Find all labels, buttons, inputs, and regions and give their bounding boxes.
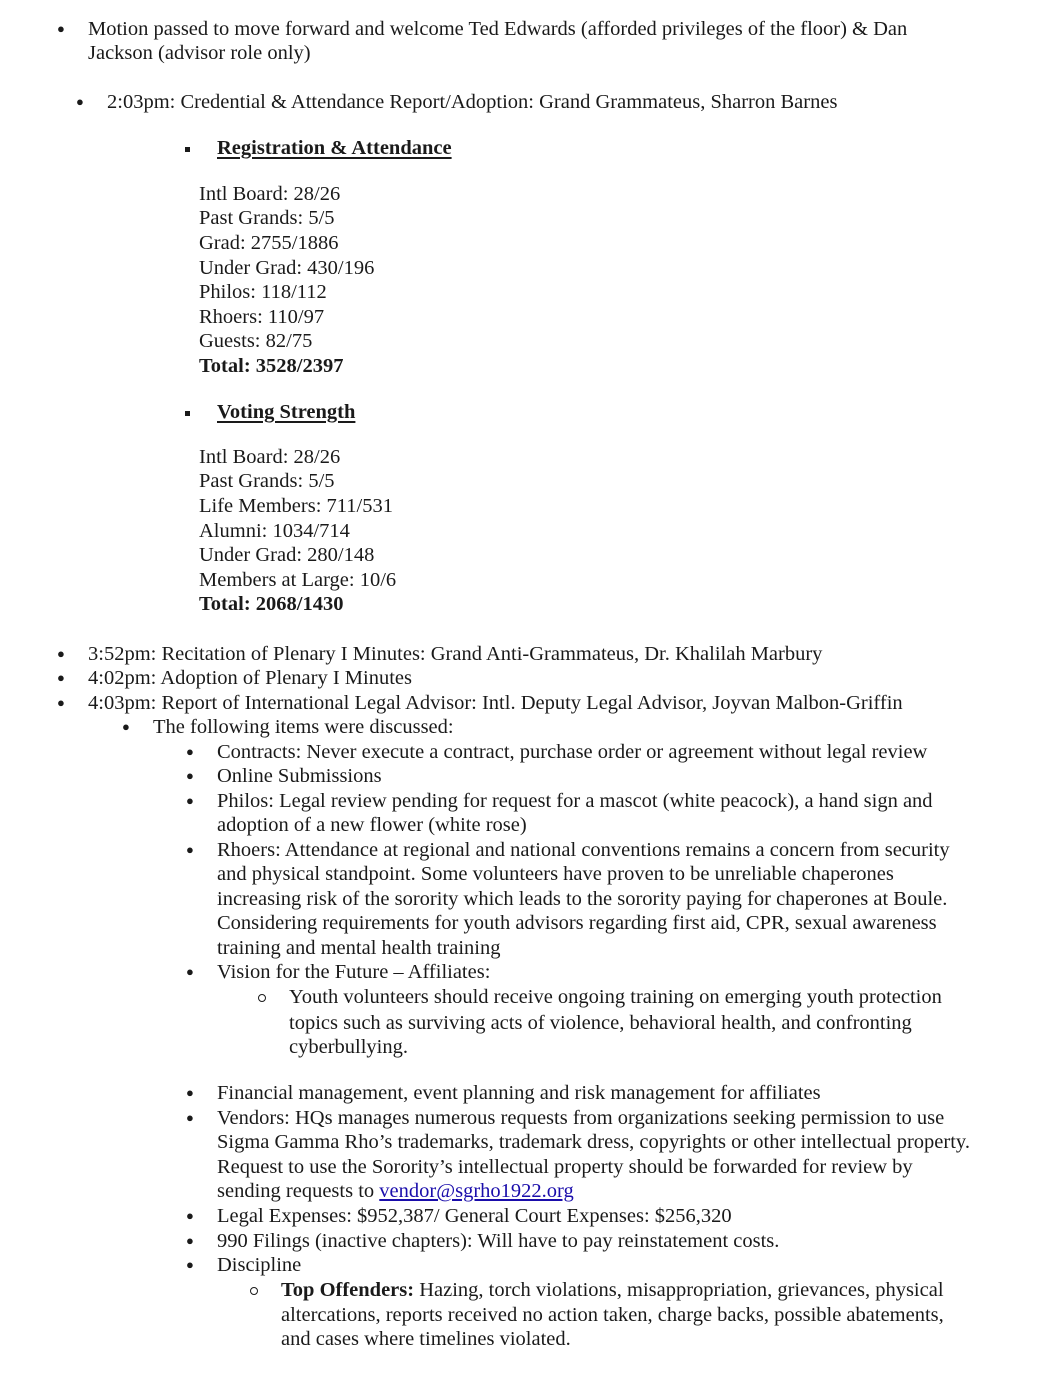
registration-item: Rhoers: 110/97 (199, 306, 325, 328)
registration-total: Total: 3528/2397 (199, 355, 344, 377)
voting-item: Life Members: 711/531 (199, 495, 393, 517)
bullet-icon: ● (186, 768, 194, 783)
voting-item: Under Grad: 280/148 (199, 544, 375, 566)
vision-sub-line: topics such as surviving acts of violence, behavioral health, and confronting (289, 1012, 912, 1034)
vendors-line: Sigma Gamma Rho’s trademarks, trademark dress, copyrights or other intellectual property. (217, 1131, 970, 1153)
offenders-label: Top Offenders: (281, 1279, 415, 1301)
bullet-icon: ● (186, 964, 194, 979)
rhoers-line: training and mental health training (217, 937, 501, 959)
agenda-item: 3:52pm: Recitation of Plenary I Minutes: Grand Anti-Grammateus, Dr. Khalilah Marbury (88, 643, 823, 665)
registration-title: Registration & Attendance (217, 137, 452, 159)
bullet-icon: ● (186, 1233, 194, 1248)
voting-title: Voting Strength (217, 401, 356, 423)
bullet-icon: ● (186, 1208, 194, 1223)
bullet-icon: ● (186, 842, 194, 857)
voting-item: Intl Board: 28/26 (199, 446, 341, 468)
bullet-icon: ● (57, 21, 65, 36)
vendor-email-link[interactable]: vendor@sgrho1922.org (379, 1180, 574, 1202)
online-item: Online Submissions (217, 765, 382, 787)
registration-item: Philos: 118/112 (199, 281, 327, 303)
rhoers-line: increasing risk of the sorority which leads to the sorority paying for chaperones at Boule. (217, 888, 948, 910)
vision-sub-line: Youth volunteers should receive ongoing training on emerging youth protection (289, 986, 942, 1008)
registration-item: Past Grands: 5/5 (199, 207, 335, 229)
hollow-bullet-icon (250, 1287, 258, 1295)
philos-line: Philos: Legal review pending for request for a mascot (white peacock), a hand sign and (217, 790, 933, 812)
registration-item: Under Grad: 430/196 (199, 257, 375, 279)
square-bullet-icon (185, 411, 190, 416)
bullet-icon: ● (186, 793, 194, 808)
offenders-line-1 (281, 1278, 944, 1303)
hollow-bullet-icon (258, 994, 266, 1002)
vision-sub-line: cyberbullying. (289, 1036, 408, 1058)
offenders-line-2: altercations, reports received no action taken, charge backs, possible abatements, (281, 1304, 944, 1326)
rhoers-line: Rhoers: Attendance at regional and national conventions remains a concern from security (217, 839, 950, 861)
filings-item: 990 Filings (inactive chapters): Will have to pay reinstatement costs. (217, 1230, 780, 1252)
motion-line-1: Motion passed to move forward and welcome Ted Edwards (afforded privileges of the floor) & Dan (88, 18, 908, 40)
legal-expenses-item: Legal Expenses: $952,387/ General Court Expenses: $256,320 (217, 1205, 732, 1227)
contracts-item: Contracts: Never execute a contract, purchase order or agreement without legal review (217, 741, 928, 763)
bullet-icon: ● (186, 744, 194, 759)
voting-item: Past Grands: 5/5 (199, 470, 335, 492)
philos-line: adoption of a new flower (white rose) (217, 814, 527, 836)
registration-item: Guests: 82/75 (199, 330, 313, 352)
motion-line-2: Jackson (advisor role only) (88, 42, 311, 64)
discussed-intro: The following items were discussed: (153, 716, 454, 738)
financial-item: Financial management, event planning and risk management for affiliates (217, 1082, 821, 1104)
voting-item: Members at Large: 10/6 (199, 569, 397, 591)
rhoers-line: and physical standpoint. Some volunteers have proven to be unreliable chaperones (217, 863, 894, 885)
discipline-item: Discipline (217, 1254, 302, 1276)
voting-item: Alumni: 1034/714 (199, 520, 350, 542)
bullet-icon: ● (186, 1257, 194, 1272)
vendors-line: Vendors: HQs manages numerous requests from organizations seeking permission to use (217, 1107, 945, 1129)
agenda-item: 4:03pm: Report of International Legal Advisor: Intl. Deputy Legal Advisor, Joyvan Malbon-Griffin (88, 692, 903, 714)
bullet-icon: ● (186, 1110, 194, 1125)
vision-title: Vision for the Future – Affiliates: (217, 961, 491, 983)
offenders-text: Hazing, torch violations, misappropriation, grievances, physical (414, 1279, 944, 1301)
agenda-item: 4:02pm: Adoption of Plenary I Minutes (88, 667, 412, 689)
bullet-icon: ● (76, 94, 84, 109)
vendors-line: Request to use the Sorority’s intellectual property should be forwarded for review by (217, 1156, 913, 1178)
registration-item: Grad: 2755/1886 (199, 232, 339, 254)
bullet-icon: ● (57, 695, 65, 710)
registration-item: Intl Board: 28/26 (199, 183, 341, 205)
offenders-line-3: and cases where timelines violated. (281, 1328, 571, 1350)
credential-heading: 2:03pm: Credential & Attendance Report/Adoption: Grand Grammateus, Sharron Barnes (107, 91, 838, 113)
vendors-last-prefix: sending requests to (217, 1180, 380, 1202)
voting-total: Total: 2068/1430 (199, 593, 344, 615)
rhoers-line: Considering requirements for youth advisors regarding first aid, CPR, sexual awareness (217, 912, 937, 934)
bullet-icon: ● (186, 1085, 194, 1100)
vendors-last-line (217, 1179, 574, 1204)
square-bullet-icon (185, 147, 190, 152)
bullet-icon: ● (57, 670, 65, 685)
bullet-icon: ● (122, 719, 130, 734)
bullet-icon: ● (57, 646, 65, 661)
